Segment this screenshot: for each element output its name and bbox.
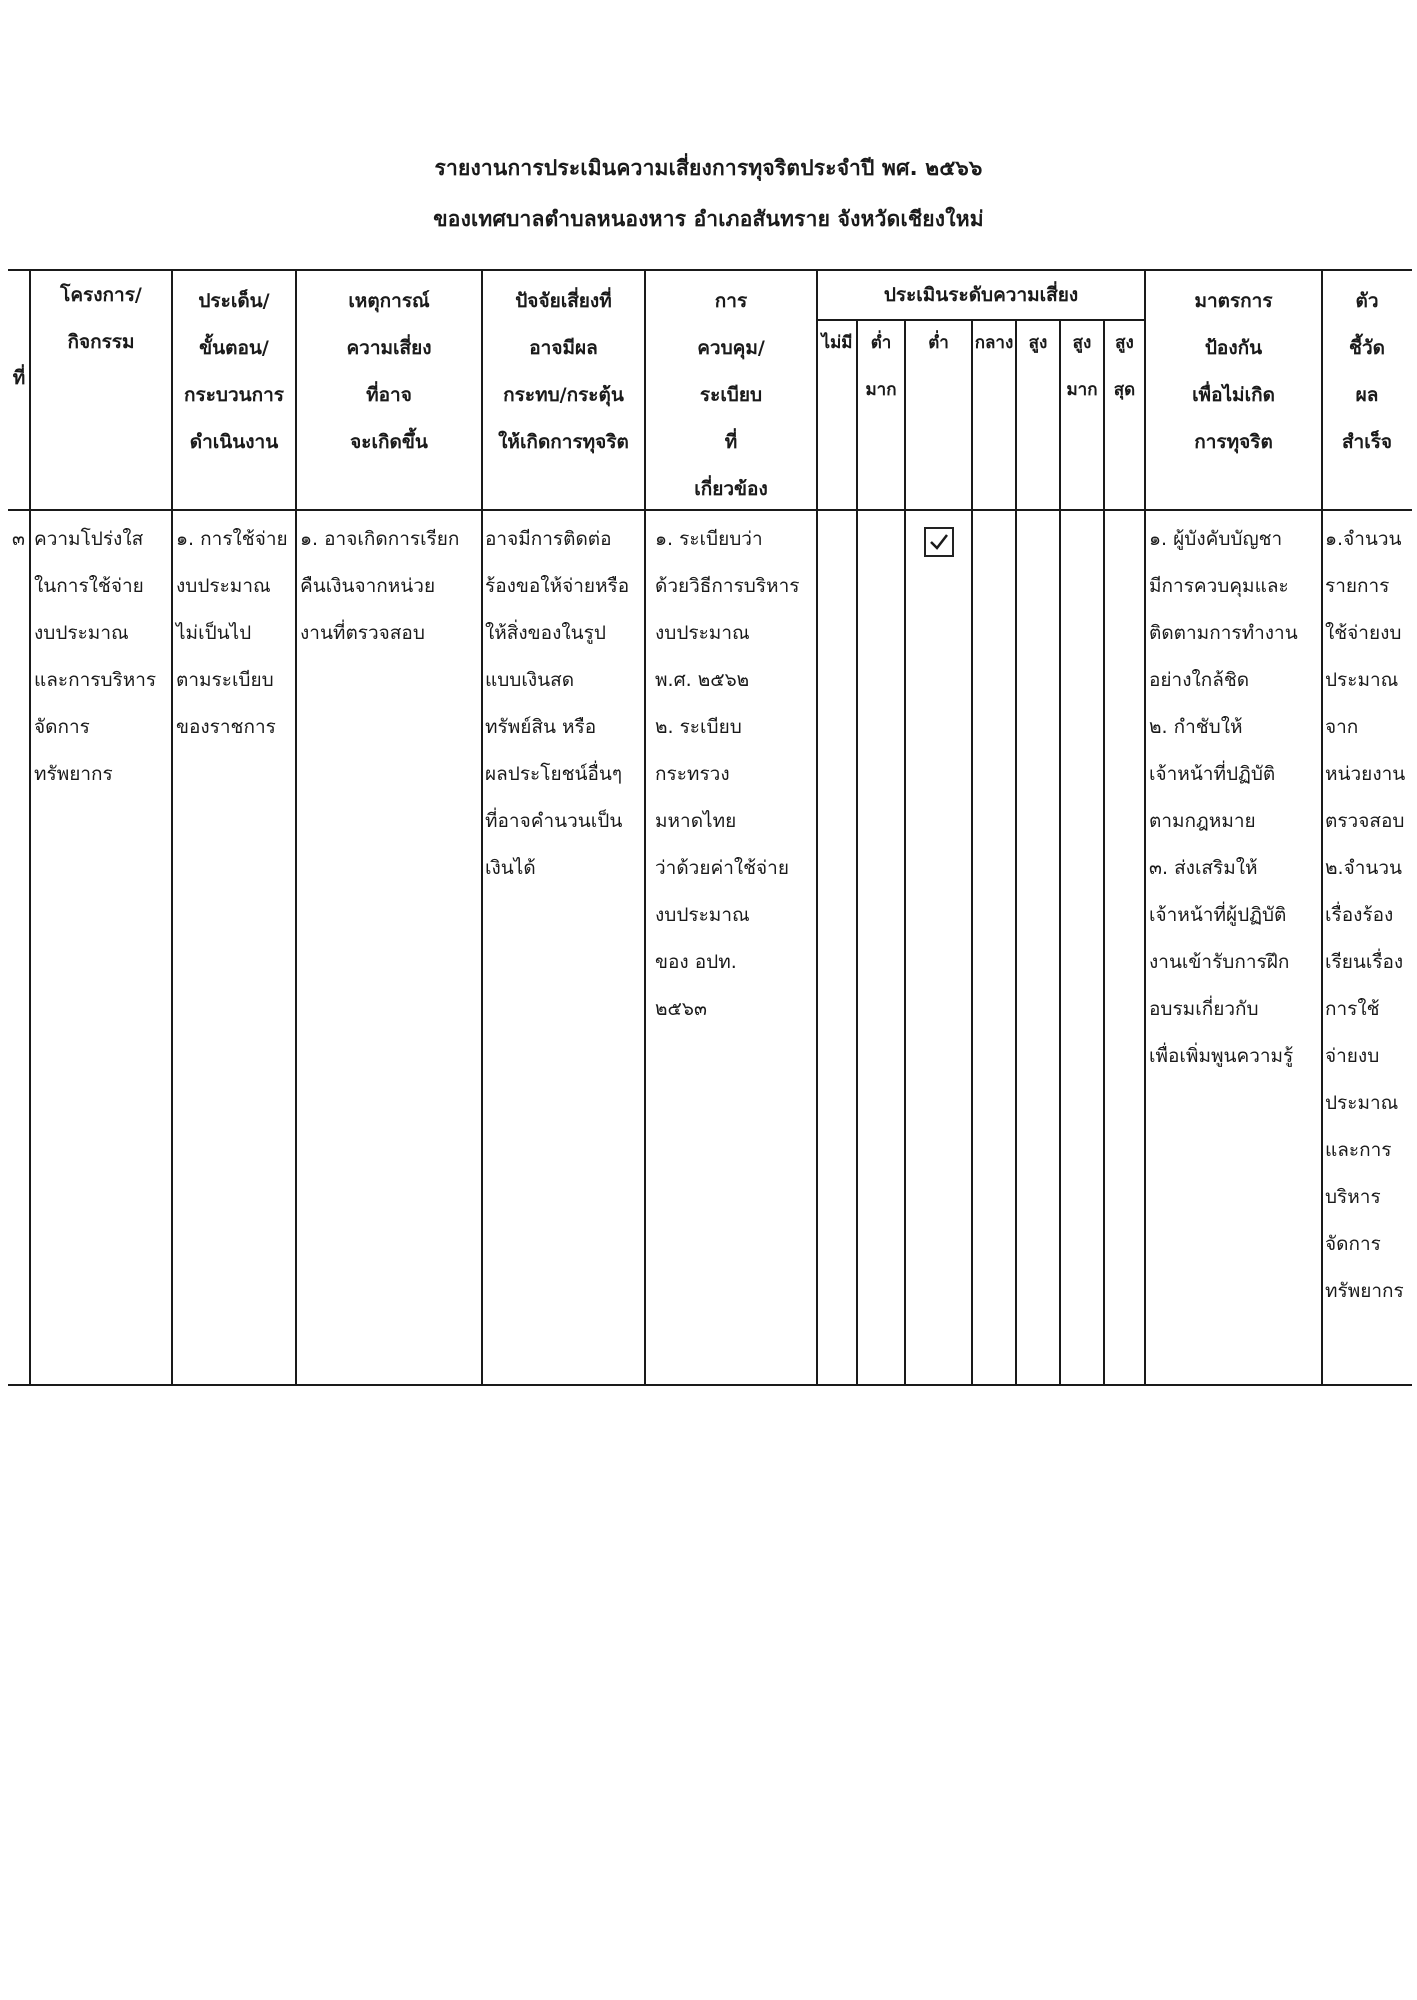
header-risk-assessment: ประเมินระดับความเสี่ยง xyxy=(883,284,1079,306)
header-level-none: ไม่มี xyxy=(821,333,853,353)
check-icon xyxy=(928,531,950,553)
header-level-very-low: ต่ำ มาก xyxy=(865,333,897,400)
row-control: ๑. ระเบียบว่า ด้วยวิธีการบริหาร งบประมาณ พ.ศ. ๒๕๖๒ ๒. ระเบียบ กระทรวง มหาดไทย ว่าด้วยค่าใช้จ่าย งบประมาณ ของ อปท. ๒๕๖๓ xyxy=(655,528,800,1020)
row-measure: ๑. ผู้บังคับบัญชา มีการควบคุมและ ติดตามการทำงาน อย่างใกล้ชิด ๒. กำชับให้ เจ้าหน้าที่ปฏิบัติ ตามกฎหมาย ๓. ส่งเสริมให้ เจ้าหน้าที่ผู้ปฏิบัติ งานเข้ารับการฝึก อบรมเกี่ยวกับ เพื่อเพิ่มพูนความรู้ xyxy=(1149,528,1298,1067)
row-indicator: ๑.จำนวน รายการ ใช้จ่ายงบ ประมาณ จาก หน่วยงาน ตรวจสอบ ๒.จำนวน เรื่องร้อง เรียนเรื่อง การใช้ จ่ายงบ ประมาณ และการ บริหาร จัดการ ทรัพยากร xyxy=(1325,528,1406,1302)
header-factor: ปัจจัยเสี่ยงที่ อาจมีผล กระทบ/กระตุ้น ให้เกิดการทุจริต xyxy=(498,290,629,453)
header-issue: ประเด็น/ ขั้นตอน/ กระบวนการ ดำเนินงาน xyxy=(183,290,284,453)
row-issue: ๑. การใช้จ่าย งบประมาณ ไม่เป็นไป ตามระเบียบ ของราชการ xyxy=(176,528,288,738)
header-level-very-high: สูง มาก xyxy=(1066,333,1098,400)
header-measure: มาตรการ ป้องกัน เพื่อไม่เกิด การทุจริต xyxy=(1192,290,1275,453)
row-event: ๑. อาจเกิดการเรียก คืนเงินจากหน่วย งานที่ตรวจสอบ xyxy=(300,528,460,644)
row-no: ๓ xyxy=(12,528,25,550)
header-level-high: สูง xyxy=(1028,333,1048,353)
header-project: โครงการ/ กิจกรรม xyxy=(60,284,142,353)
header-event: เหตุการณ์ ความเสี่ยง ที่อาจ จะเกิดขึ้น xyxy=(346,290,432,453)
row-factor: อาจมีการติดต่อ ร้องขอให้จ่ายหรือ ให้สิ่งของในรูป แบบเงินสด ทรัพย์สิน หรือ ผลประโยชน์อื่นๆ ที่อาจคำนวนเป็น เงินได้ xyxy=(485,528,630,879)
header-no: ที่ xyxy=(12,367,26,389)
header-level-highest: สูง สุด xyxy=(1113,333,1136,400)
risk-level-low-checkbox xyxy=(924,527,954,557)
header-control: การ ควบคุม/ ระเบียบ ที่ เกี่ยวข้อง xyxy=(694,290,768,500)
header-level-medium: กลาง xyxy=(974,333,1014,353)
report-subtitle: ของเทศบาลตำบลหนองหาร อำเภอสันทราย จังหวัดเชียงใหม่ xyxy=(433,207,984,231)
row-project: ความโปร่งใส ในการใช้จ่าย งบประมาณ และการบริหาร จัดการ ทรัพยากร xyxy=(34,528,157,785)
report-title: รายงานการประเมินความเสี่ยงการทุจริตประจำปี พศ. ๒๕๖๖ xyxy=(434,156,983,180)
header-indicator: ตัว ชี้วัด ผล สำเร็จ xyxy=(1341,290,1393,453)
header-level-low: ต่ำ xyxy=(928,333,949,353)
